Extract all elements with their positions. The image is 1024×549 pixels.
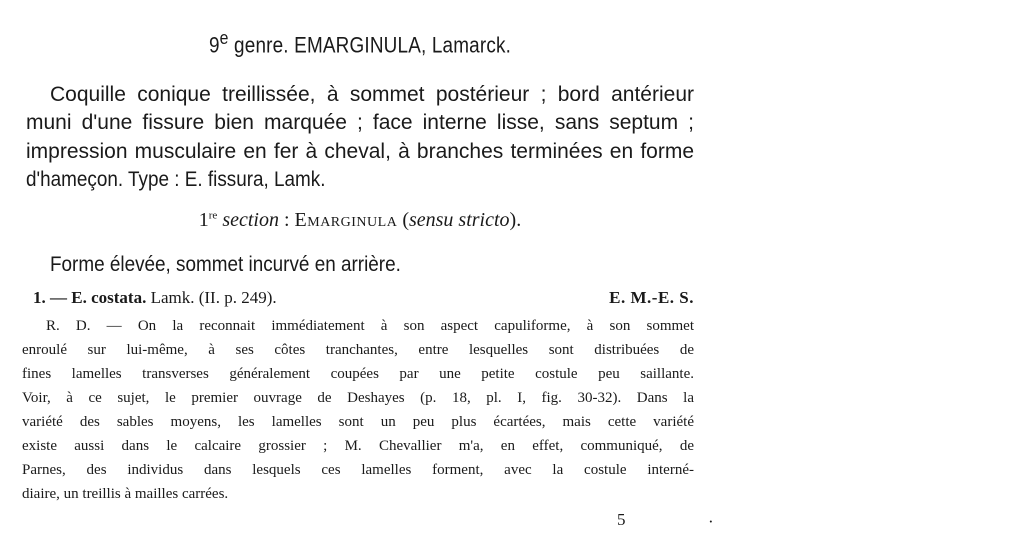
- section-label: section: [222, 209, 279, 231]
- section-qualifier: sensu stricto: [408, 209, 510, 231]
- stray-dot-mark: ·: [708, 512, 714, 531]
- remark-line-8: diaire, un treillis à mailles carrées.: [22, 486, 229, 502]
- remark-line-6: existe aussi dans le calcaire grossier ; M. Chevallier m'a, en effet, communiqué, de: [22, 438, 694, 454]
- species-number: 1. —: [33, 288, 72, 307]
- species-entry-left: [33, 288, 277, 308]
- section-number-suffix: re: [208, 209, 218, 222]
- form-description: Forme élevée, sommet incurvé en arrière.: [50, 253, 401, 276]
- remark-line-2: enroulé sur lui-même, à ses côtes tranchantes, entre lesquelles sont distribuées de: [22, 342, 694, 358]
- genre-heading: [50, 27, 669, 58]
- section-open-paren: (: [397, 209, 409, 231]
- page-number: 5: [617, 510, 626, 529]
- species-entry: [33, 288, 694, 312]
- remark-line-7: Parnes, des individus dans lesquels ces lamelles forment, avec la costule interné-: [22, 462, 694, 478]
- remark-line-4: Voir, à ce sujet, le premier ouvrage de Deshayes (p. 18, pl. I, fig. 30-32). Dans la: [22, 390, 694, 406]
- description-line-4: d'hameçon. Type : E. fissura, Lamk.: [26, 168, 326, 191]
- species-name: E. costata.: [71, 288, 147, 307]
- species-author: Lamk. (II. p. 249).: [146, 288, 277, 307]
- species-distribution: E. M.-E. S.: [609, 288, 694, 307]
- genre-number-suffix: e: [219, 27, 229, 48]
- description-line-2: muni d'une fissure bien marquée ; face interne lisse, sans septum ;: [26, 111, 694, 134]
- section-heading: [0, 209, 720, 232]
- genre-number: 9: [208, 32, 220, 58]
- section-genus-name: Emarginula: [294, 209, 398, 231]
- remark-line-5: variété des sables moyens, les lamelles sont un peu plus écartées, mais cette variété: [22, 414, 694, 430]
- description-line-3: impression musculaire en fer à cheval, à branches terminées en forme: [26, 140, 694, 163]
- section-number: 1: [198, 209, 209, 231]
- section-close-paren: ).: [509, 209, 522, 231]
- genre-heading-text: genre. EMARGINULA, Lamarck.: [228, 32, 512, 58]
- remark-line-1: R. D. — On la reconnait immédiatement à son aspect capuliforme, à son sommet: [46, 318, 694, 334]
- description-line-1: Coquille conique treillissée, à sommet postérieur ; bord antérieur: [50, 83, 694, 106]
- section-separator: :: [278, 209, 295, 231]
- remark-line-3: fines lamelles transverses généralement coupées par une petite costule peu saillante.: [22, 366, 694, 382]
